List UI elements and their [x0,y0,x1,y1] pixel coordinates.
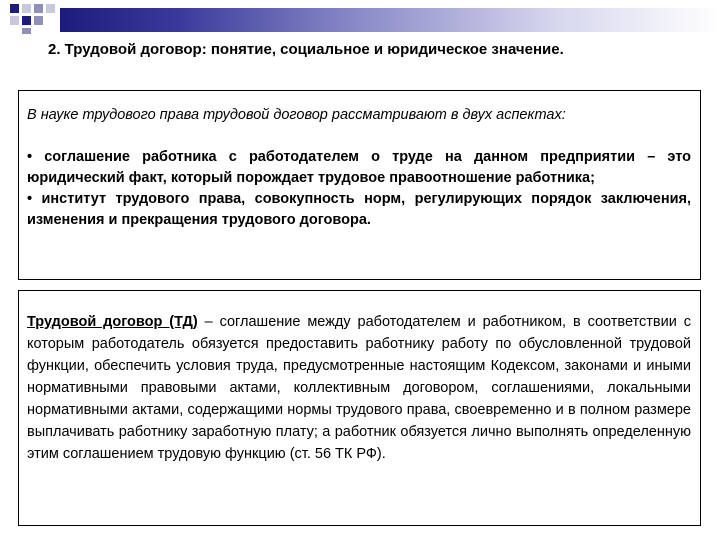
aspect-bullet-legal-fact: • соглашение работника с работодателем о труде на данном предприятии – это юридический факт, который порождает трудовое правоотношение работника; [27,149,691,186]
aspect-bullet-legal-institute: • институт трудового права, совокупность норм, регулирующих порядок заключения, изменения и прекращения трудового договора. [27,191,691,228]
decor-square [22,28,31,34]
decor-square [22,4,31,13]
decor-square [34,4,43,13]
decor-square [10,16,19,25]
aspects-box [18,90,701,280]
header-gradient-band [60,8,720,32]
definition-box [18,290,701,526]
decor-square [22,16,31,25]
definition-paragraph [27,311,691,465]
definition-term: Трудовой договор (ТД) [27,314,198,330]
decor-square [10,4,19,13]
aspects-intro: В науке трудового права трудовой договор рассматривают в двух аспектах: [27,107,566,123]
decor-square [34,16,43,25]
slide-title: 2. Трудовой договор: понятие, социальное и юридическое значение. [48,41,564,58]
decor-square [46,4,55,13]
definition-text: – соглашение между работодателем и работником, в соответствии с которым работодатель обязуется предоставить работнику работу по обусловленной трудовой функции, обеспечить условия труда, предусмотренные настоящим Кодексом, законами и иными нормативными правовыми актами, коллективным договором, соглашениями, локальными нормативными актами, содержащими нормы трудового права, своевременно и в полном размере выплачивать работнику заработную плату; а работник обязуется лично выполнять определенную этим соглашением трудовую функцию (ст. 56 ТК РФ). [27,314,691,462]
header-decoration [0,0,720,34]
